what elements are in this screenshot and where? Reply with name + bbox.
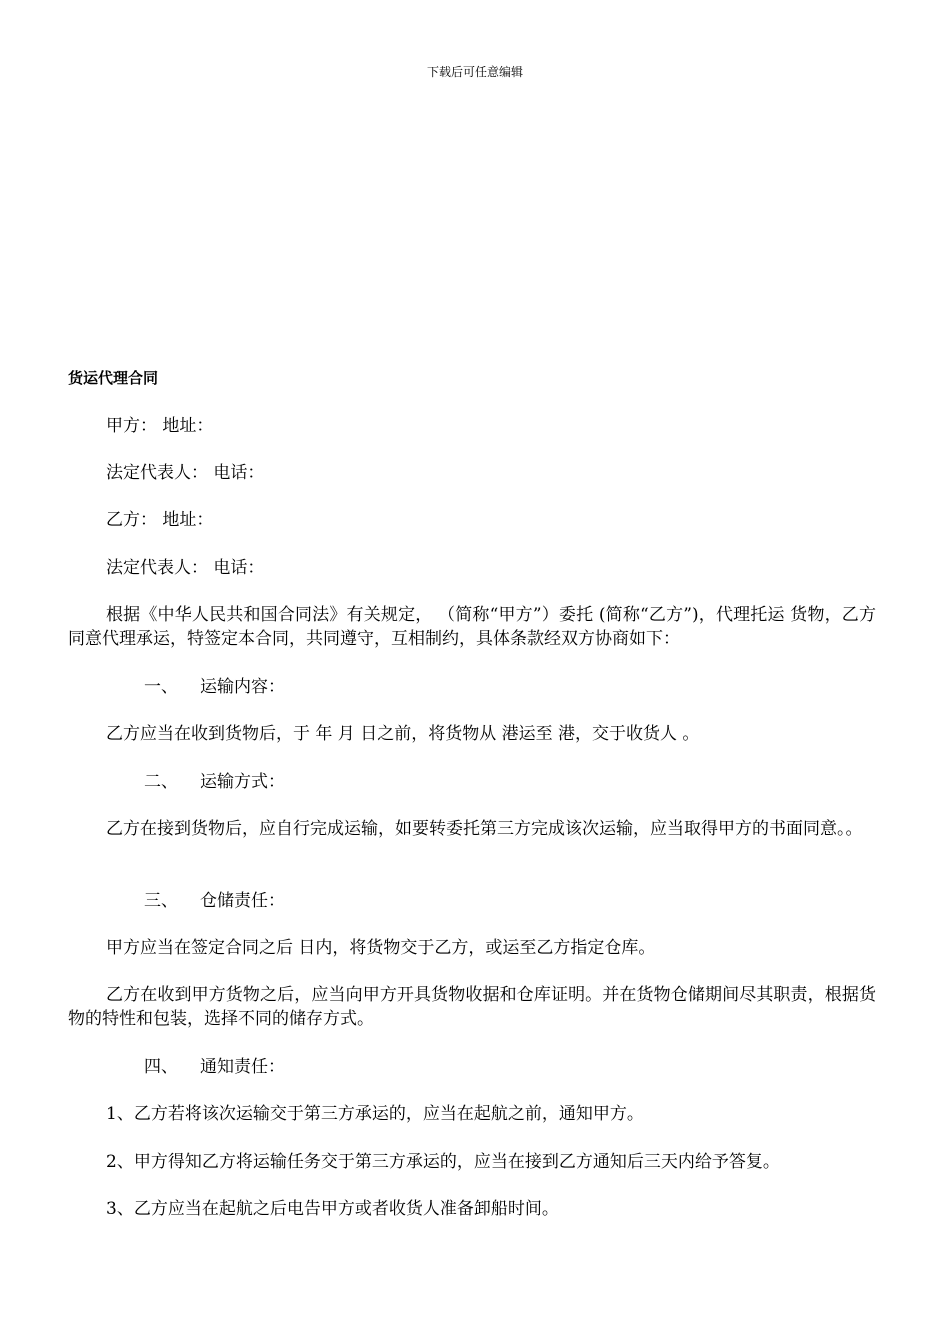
section-3-heading [68, 889, 876, 913]
section-1-heading [68, 675, 876, 699]
section-4-heading [68, 1055, 876, 1079]
party-b-line: 乙方： 地址： [106, 510, 214, 530]
section-2-title: 运输方式： [200, 772, 285, 792]
section-1-title: 运输内容： [200, 677, 285, 697]
section-4-item-3: 3、乙方应当在起航之后电告甲方或者收货人准备卸船时间。 [106, 1199, 559, 1219]
section-1-number: 一、 [144, 677, 178, 697]
section-2-body: 乙方在接到货物后，应自行完成运输，如要转委托第三方完成该次运输，应当取得甲方的书面同意。。 [106, 819, 863, 839]
section-3-body-2: 乙方在收到甲方货物之后，应当向甲方开具货物收据和仓库证明。并在货物仓储期间尽其职责，根据货物的特性和包装，选择不同的储存方式。 [68, 985, 876, 1029]
preamble-paragraph: 根据《中华人民共和国合同法》有关规定， （简称“甲方”）委托 (简称“乙方”)，代理托运 货物，乙方同意代理承运，特签定本合同，共同遵守，互相制约，具体条款经双方协商如下： [68, 605, 876, 649]
section-1-body: 乙方应当在收到货物后，于 年 月 日之前，将货物从 港运至 港，交于收货人 。 [106, 724, 700, 744]
page-header: 下载后可任意编辑 [426, 65, 523, 79]
section-4-number: 四、 [144, 1057, 178, 1077]
section-4-item-2: 2、甲方得知乙方将运输任务交于第三方承运的，应当在接到乙方通知后三天内给予答复。 [106, 1152, 780, 1172]
party-b-representative-line: 法定代表人： 电话： [106, 558, 265, 578]
section-4-item-1: 1、乙方若将该次运输交于第三方承运的，应当在起航之前，通知甲方。 [106, 1104, 644, 1124]
section-2-number: 二、 [144, 772, 178, 792]
section-4-title: 通知责任： [200, 1057, 285, 1077]
section-3-title: 仓储责任： [200, 891, 285, 911]
party-a-line: 甲方： 地址： [106, 416, 214, 436]
party-a-representative-line: 法定代表人： 电话： [106, 463, 265, 483]
section-3-body-1: 甲方应当在签定合同之后 日内，将货物交于乙方，或运至乙方指定仓库。 [106, 938, 656, 958]
section-2-heading [68, 770, 876, 794]
section-3-number: 三、 [144, 891, 178, 911]
document-title: 货运代理合同 [68, 369, 159, 387]
